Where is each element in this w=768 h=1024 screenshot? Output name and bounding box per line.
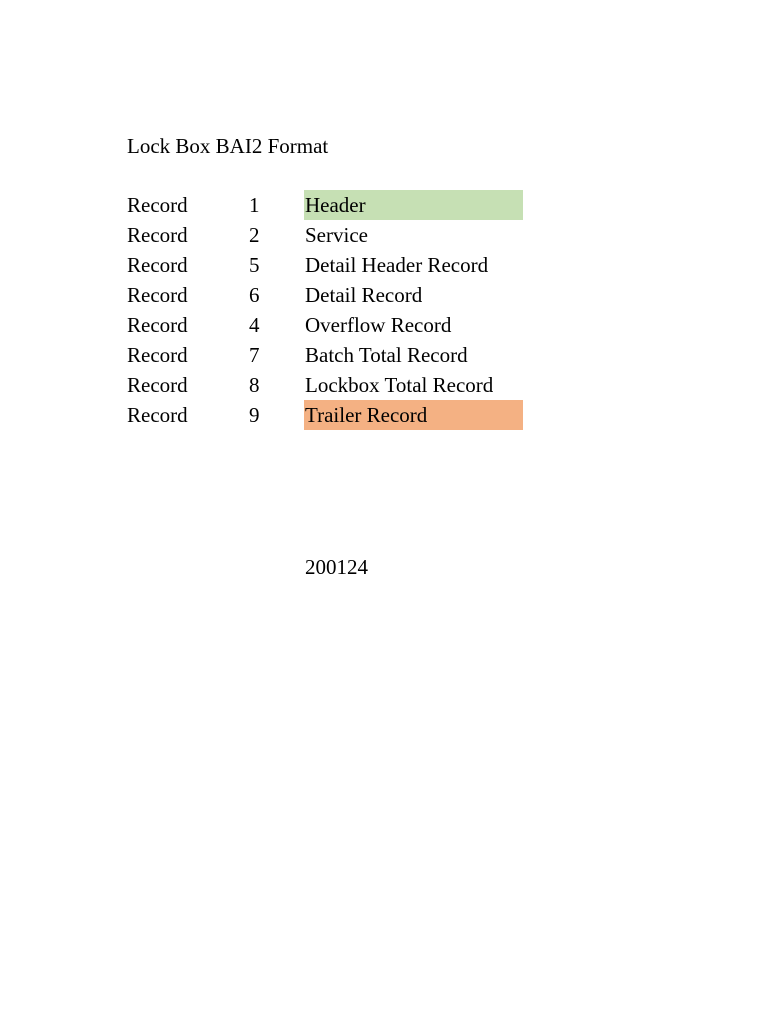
record-description: Service xyxy=(305,223,368,247)
record-number: 8 xyxy=(249,373,260,397)
record-description: Detail Record xyxy=(305,283,423,307)
record-number: 6 xyxy=(249,283,260,307)
record-label: Record xyxy=(127,193,188,217)
record-description: Lockbox Total Record xyxy=(305,373,494,397)
record-label: Record xyxy=(127,253,188,277)
record-number: 1 xyxy=(249,193,260,217)
record-number: 7 xyxy=(249,343,260,367)
record-description: Header xyxy=(304,190,523,220)
record-number: 9 xyxy=(249,403,260,427)
record-number: 4 xyxy=(249,313,260,337)
record-number: 5 xyxy=(249,253,260,277)
record-label: Record xyxy=(127,313,188,337)
record-label: Record xyxy=(127,373,188,397)
record-description: Overflow Record xyxy=(305,313,452,337)
record-description: Detail Header Record xyxy=(305,253,489,277)
record-number: 2 xyxy=(249,223,260,247)
record-label: Record xyxy=(127,283,188,307)
record-label: Record xyxy=(127,403,188,427)
record-label: Record xyxy=(127,223,188,247)
document-title: Lock Box BAI2 Format xyxy=(127,134,329,158)
record-label: Record xyxy=(127,343,188,367)
note-number: 200124 xyxy=(305,555,368,579)
record-description: Trailer Record xyxy=(304,400,523,430)
record-description: Batch Total Record xyxy=(305,343,468,367)
